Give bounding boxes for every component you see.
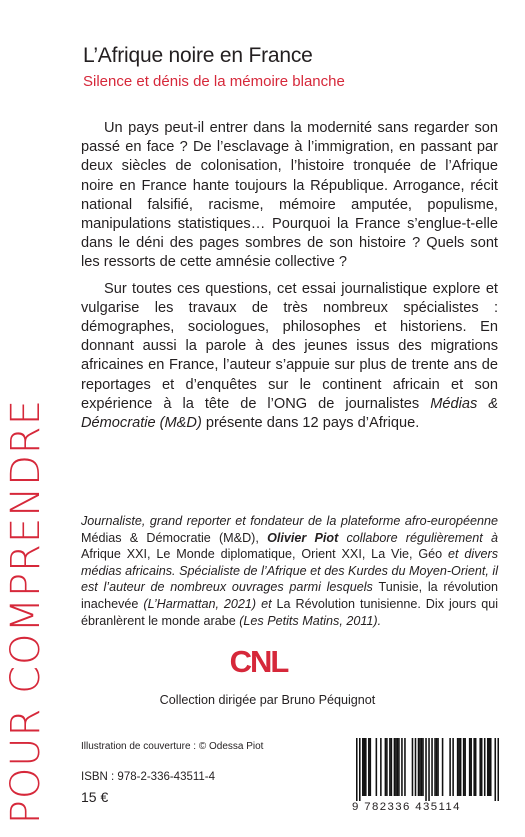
barcode-bar	[380, 738, 382, 796]
barcode-bar	[370, 738, 372, 796]
barcode-bar	[386, 738, 388, 796]
bio-run: (L’Harmattan, 2021) et	[138, 596, 277, 611]
barcode-bar	[362, 738, 364, 796]
barcode-bar	[368, 738, 370, 796]
author-bio	[81, 513, 498, 629]
price: 15 €	[81, 789, 109, 805]
barcode-bar	[415, 738, 417, 796]
book-subtitle: Silence et dénis de la mémoire blanche	[83, 73, 345, 90]
barcode-bar	[397, 738, 399, 796]
barcode-bar	[442, 738, 444, 796]
cnl-logo-text: CNL	[229, 644, 288, 679]
barcode-bar	[473, 738, 475, 796]
barcode-bar	[364, 738, 366, 796]
blurb-paragraph-2	[81, 280, 498, 434]
bio-run: Médias & Démocratie (M&D),	[81, 530, 268, 545]
barcode-bar	[385, 738, 387, 796]
barcode-bar	[356, 738, 358, 801]
barcode-bar	[434, 738, 436, 796]
bio-run: La Révolution tunisienne. Dix jours qui ébranlèrent le monde arabe	[81, 596, 498, 628]
barcode-bar	[497, 738, 499, 801]
barcode-bar	[452, 738, 454, 796]
barcode-bar	[479, 738, 481, 796]
blurb-paragraph-1: Un pays peut-il entrer dans la modernité sans regarder son passé en face ? De l’esclavage à l’immigration, en passant par deux siècles de colonisation, l’histoire tronquée de l’Afrique noire en France hante toujours la République. Arrogance, récit national falsifié, racisme, mémoire amputée, populisme, manipulations statistiques… Pourquoi la France s’englue-t-elle dans le déni des pages sombres de son histoire ? Quels sont les ressorts de cette amnésie collective ?	[81, 120, 498, 271]
barcode-bar	[470, 738, 472, 796]
barcode-bar	[490, 738, 492, 796]
barcode-bar	[481, 738, 483, 796]
barcode-bar	[401, 738, 403, 796]
barcode-bar	[449, 738, 451, 796]
barcode-bar	[431, 738, 433, 796]
barcode-bar	[421, 738, 423, 796]
barcode-bar	[464, 738, 466, 796]
barcode-number: 9 782336 435114	[352, 801, 461, 813]
bio-run: collabore régulièrement à	[338, 530, 498, 545]
series-name	[3, 399, 49, 825]
barcode-bar	[412, 738, 414, 796]
barcode-bar	[488, 738, 490, 796]
barcode-bar	[425, 738, 427, 801]
barcode-bar	[437, 738, 439, 796]
barcode-bar	[487, 738, 489, 796]
barcode-bar	[458, 738, 460, 796]
blurb-paragraph-2-text: Sur toutes ces questions, cet essai journalistique explore et vulgarise les travaux de très nombreux spécialistes : démographes, sociologues, philosophes et historiens. En donnant aussi la parole à des jeunes issus des migrations africaines en France, l’auteur s’appuie sur plus de trente ans de reportages et d’enquêtes sur le continent africain et son expérience à la tête de l’ONG de journalistes	[81, 280, 498, 412]
bio-run: Journaliste, grand reporter et fondateur de la plateforme afro-européenne	[81, 514, 498, 528]
ngo-name: Médias & Démocratie (M&D)	[81, 395, 498, 432]
collection-director: Collection dirigée par Bruno Péquignot	[159, 693, 376, 707]
blurb	[81, 119, 498, 440]
barcode-bar	[428, 738, 430, 801]
barcode-bar	[457, 738, 459, 796]
barcode-bar	[365, 738, 367, 796]
barcode-bar	[422, 738, 424, 796]
barcode	[356, 738, 499, 801]
bio-run: Olivier Piot	[267, 530, 339, 545]
isbn: ISBN : 978-2-336-43511-4	[81, 771, 216, 783]
barcode-bar	[389, 738, 391, 796]
barcode-bar	[359, 738, 361, 801]
bio-run: Tunisie, la révolution inachevée	[81, 580, 498, 611]
bio-run: et divers médias africains. Spécialiste de l’Afrique et des Kurdes du Moyen-Orient, il est l’auteur de nombreux ouvrages parmi lesquels	[81, 547, 498, 595]
book-title: L’Afrique noire en France	[83, 44, 313, 67]
barcode-bar	[463, 738, 465, 796]
barcode-bar	[494, 738, 496, 801]
barcode-bar	[376, 738, 378, 796]
barcode-bar	[394, 738, 396, 796]
series-name-label: POUR COMPRENDRE	[3, 399, 49, 825]
barcode-bar	[398, 738, 400, 796]
bio-run: Afrique XXI, Le Monde diplomatique, Orient XXI, La Vie, Géo	[81, 547, 443, 562]
barcode-bar	[419, 738, 421, 796]
illustration-credit: Illustration de couverture : © Odessa Piot	[81, 741, 264, 752]
blurb-paragraph-2-end: présente dans 12 pays d’Afrique.	[201, 415, 420, 432]
barcode-bar	[404, 738, 406, 796]
barcode-bar	[436, 738, 438, 796]
barcode-bar	[391, 738, 393, 796]
barcode-bar	[418, 738, 420, 796]
bio-run: (Les Petits Matins, 2011).	[235, 613, 382, 628]
barcode-bar	[469, 738, 471, 796]
barcode-bar	[484, 738, 486, 796]
barcode-bar	[395, 738, 397, 796]
barcode-bar	[475, 738, 477, 796]
cnl-logo	[228, 642, 289, 680]
barcode-bar	[460, 738, 462, 796]
